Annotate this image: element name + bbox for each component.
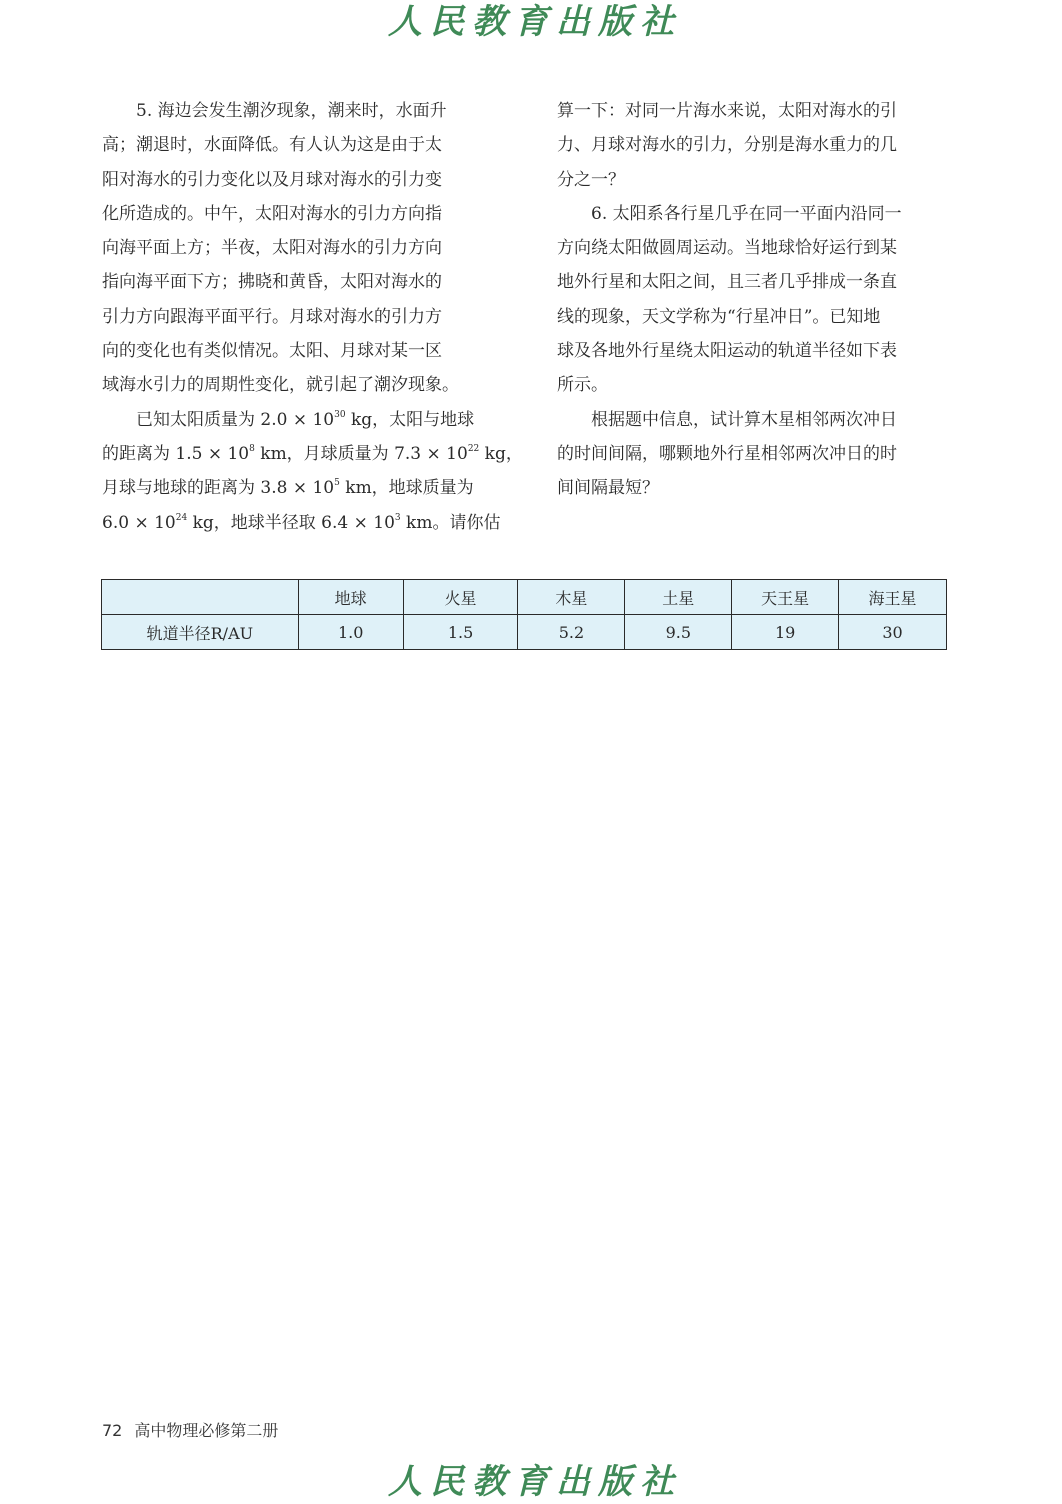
table-cell: 5.2 — [518, 615, 625, 650]
problem-6-line: 球及各地外行星绕太阳运动的轨道半径如下表 — [557, 341, 897, 362]
problem-6-line: 方向绕太阳做圆周运动。当地球恰好运行到某 — [557, 238, 897, 259]
problem-6-question-line: 根据题中信息，试计算木星相邻两次冲日 — [591, 409, 897, 430]
problem-5-line: 域海水引力的周期性变化，就引起了潮汐现象。 — [102, 375, 459, 396]
problem-5-line: 引力方向跟海平面平行。月球对海水的引力方 — [102, 306, 442, 327]
table-header-row — [102, 580, 947, 615]
orbit-radius-table — [101, 579, 947, 650]
table-cell: 9.5 — [625, 615, 732, 650]
table-row — [102, 615, 947, 650]
problem-6-line: 地外行星和太阳之间，且三者几乎排成一条直 — [557, 272, 897, 293]
problem-5-cont-line: 分之一？ — [557, 169, 625, 190]
problem-5-line: 向海平面上方；半夜，太阳对海水的引力方向 — [102, 238, 442, 259]
given-line: 已知太阳质量为 $2.0 \times 10^{30}$ kg，太阳与地球 — [136, 409, 475, 430]
table-row-label: 轨道半径R/AU — [102, 615, 299, 650]
table-cell: 30 — [839, 615, 947, 650]
table-header-cell: 木星 — [518, 580, 625, 615]
table-header-cell — [102, 580, 299, 615]
given-line: $6.0 \times 10^{24}$ kg，地球半径取 $6.4 \times 10^3$ km。请你估 — [102, 512, 501, 533]
problem-6-line: 6. 太阳系各行星几乎在同一平面内沿同一 — [591, 203, 902, 224]
problem-5-cont-line: 算一下：对同一片海水来说，太阳对海水的引 — [557, 101, 897, 121]
right-column — [557, 94, 947, 506]
problem-5-line: 5. 海边会发生潮汐现象，潮来时，水面升 — [136, 101, 447, 121]
left-column — [102, 94, 523, 540]
publisher-logo-bottom: 人民教育出版社 — [388, 1462, 682, 1502]
problem-5-line: 化所造成的。中午，太阳对海水的引力方向指 — [102, 203, 442, 224]
problem-6-line: 线的现象，天文学称为“行星冲日”。已知地 — [557, 306, 881, 327]
table-header-cell: 地球 — [298, 580, 403, 615]
table-header-cell: 天王星 — [732, 580, 839, 615]
problem-5-line: 向的变化也有类似情况。太阳、月球对某一区 — [102, 341, 442, 362]
problem-5-line: 高；潮退时，水面降低。有人认为这是由于太 — [102, 135, 442, 156]
problem-6-line: 所示。 — [557, 375, 608, 396]
table-header-cell: 火星 — [403, 580, 518, 615]
problem-5-line: 指向海平面下方；拂晓和黄昏，太阳对海水的 — [102, 272, 442, 293]
problem-6-question-line: 间间隔最短？ — [557, 478, 659, 499]
given-line: 的距离为 $1.5 \times 10^8$ km，月球质量为 $7.3 \times 10^{22}$ kg， — [102, 443, 523, 464]
table-header-cell: 土星 — [625, 580, 732, 615]
table-header-cell: 海王星 — [839, 580, 947, 615]
problem-5-line: 阳对海水的引力变化以及月球对海水的引力变 — [102, 169, 442, 190]
table-cell: 1.5 — [403, 615, 518, 650]
book-title: 高中物理必修第二册 — [134, 1421, 279, 1440]
page-number: 72 — [102, 1421, 123, 1440]
table-cell: 19 — [732, 615, 839, 650]
page-footer — [102, 1418, 278, 1441]
problem-5-cont-line: 力、月球对海水的引力，分别是海水重力的几 — [557, 135, 897, 156]
problem-6-question-line: 的时间间隔，哪颗地外行星相邻两次冲日的时 — [557, 443, 897, 464]
table-cell: 1.0 — [298, 615, 403, 650]
publisher-logo-top: 人民教育出版社 — [388, 2, 682, 42]
given-line: 月球与地球的距离为 $3.8 \times 10^5$ km，地球质量为 — [102, 478, 474, 499]
